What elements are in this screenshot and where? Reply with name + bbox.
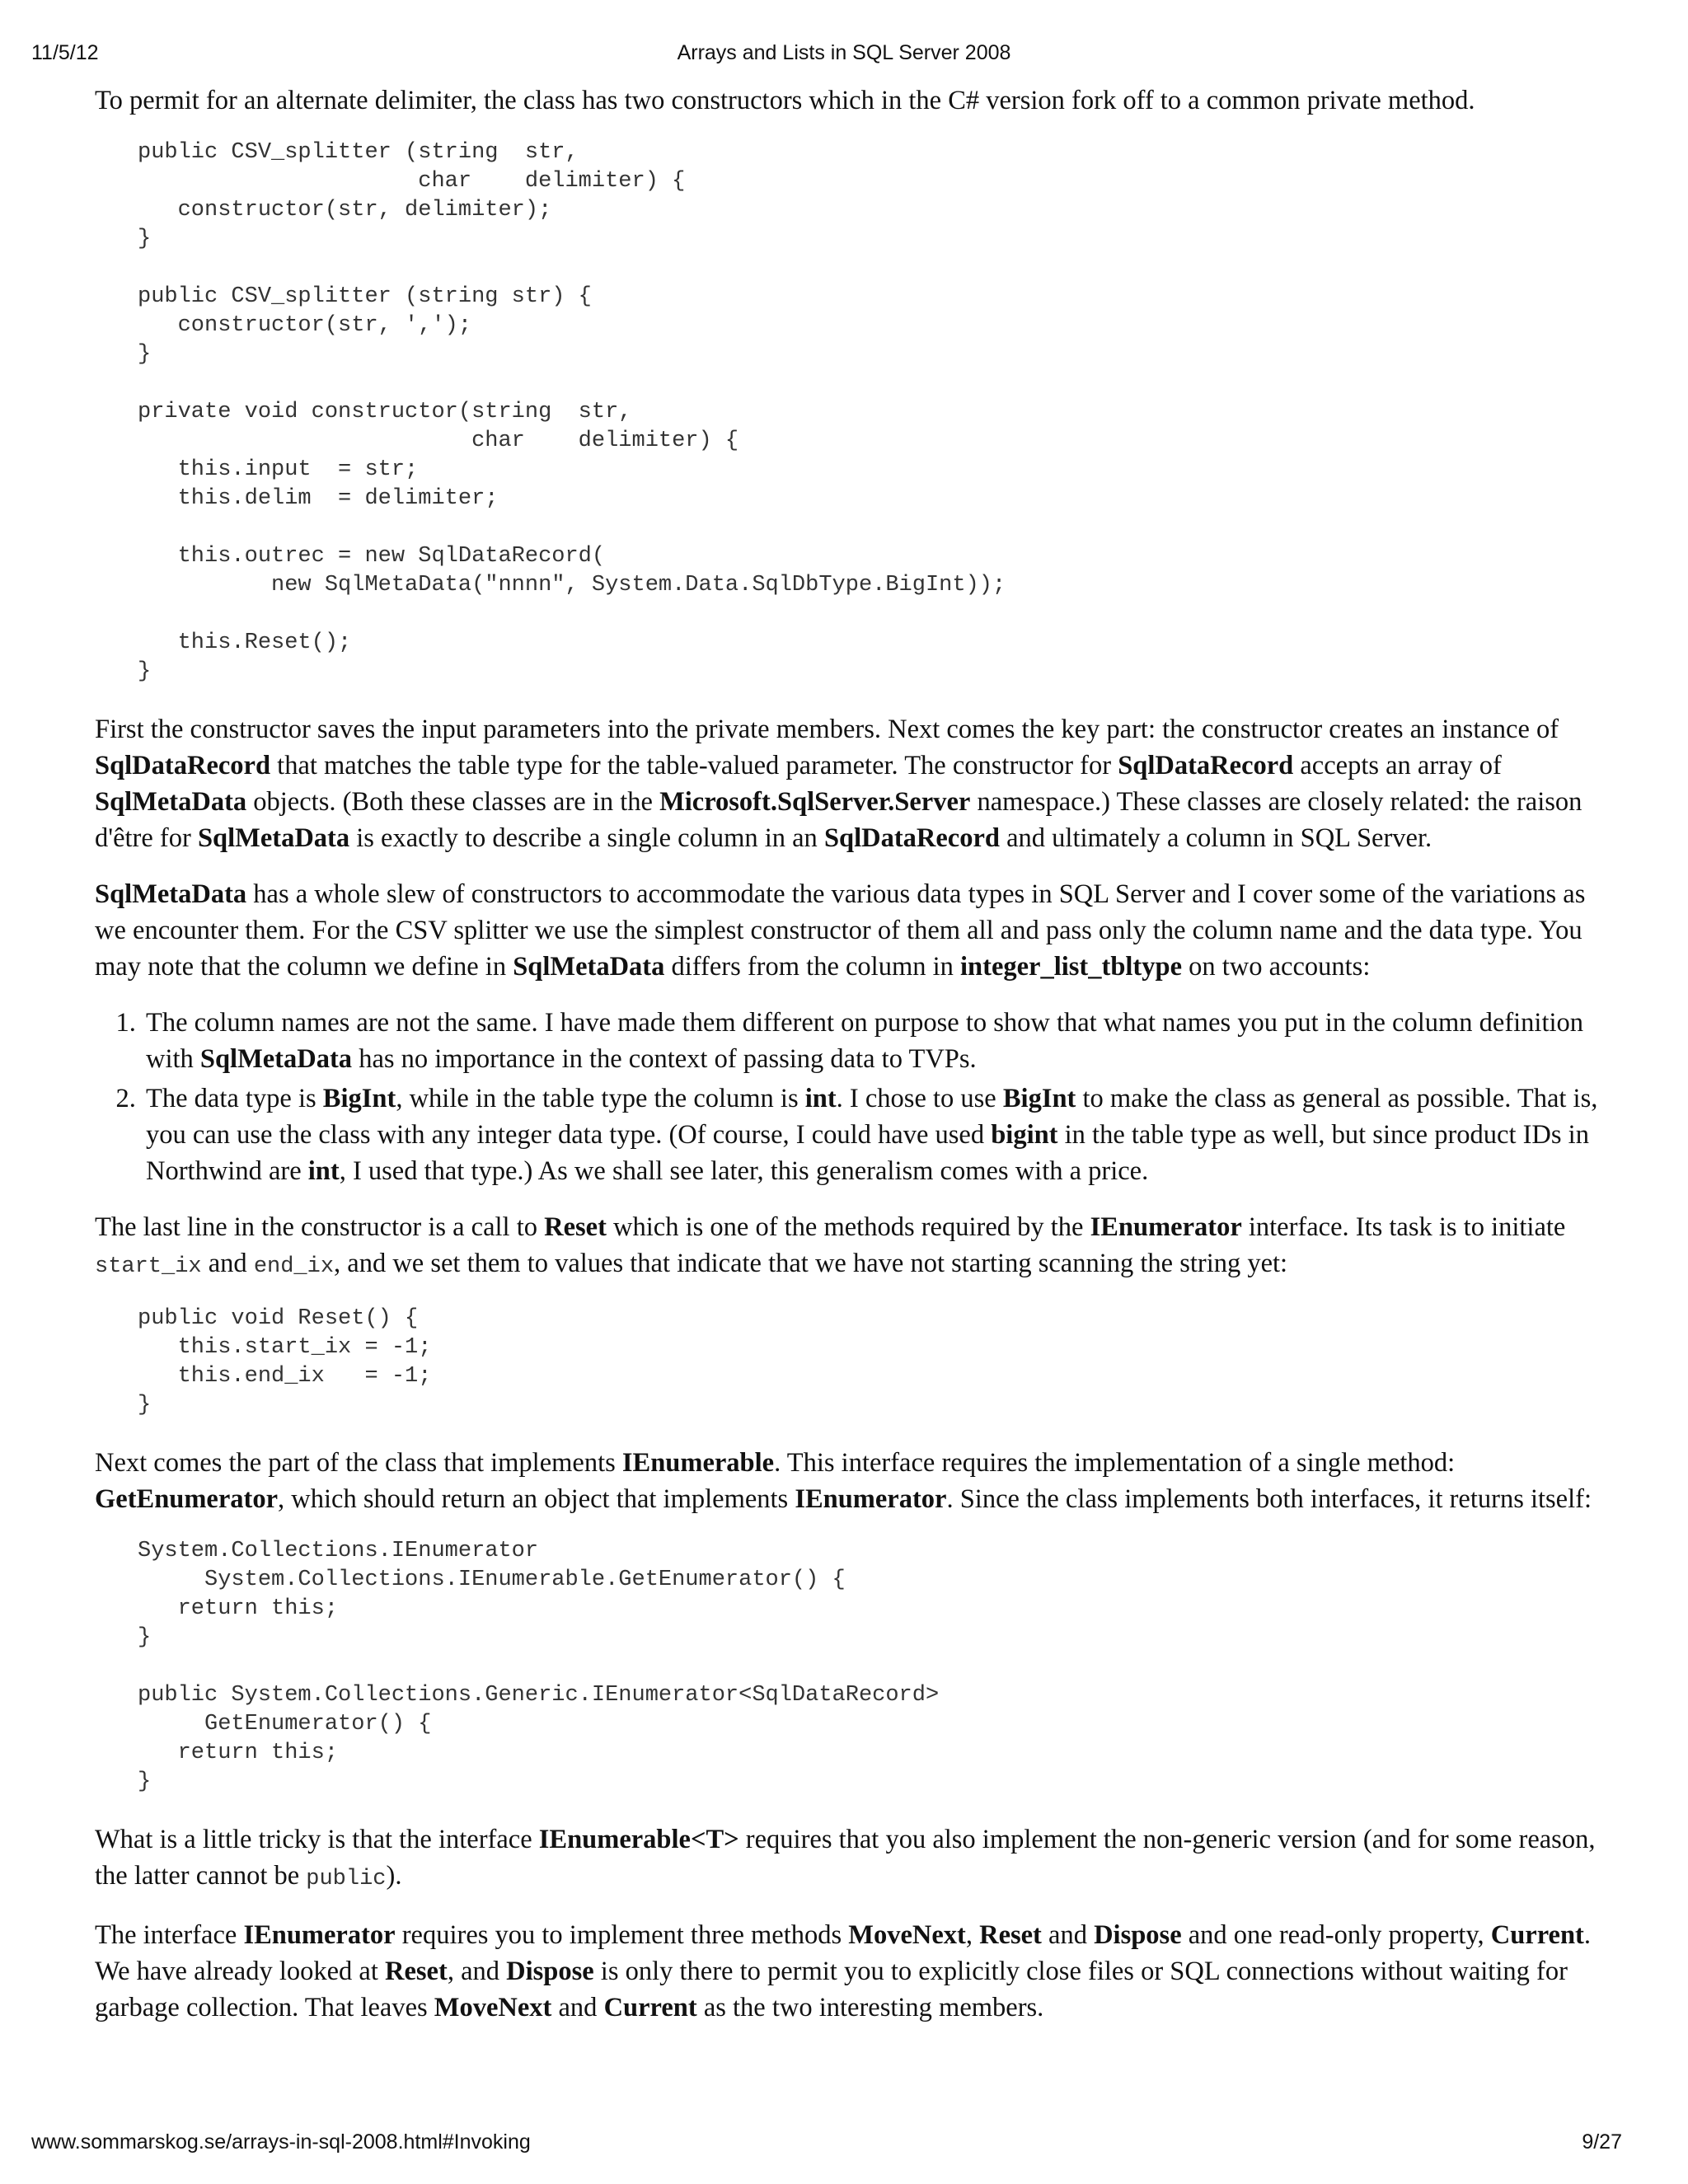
differences-list xyxy=(95,1005,1603,1189)
page-footer xyxy=(0,2130,1688,2158)
paragraph-reset: The last line in the constructor is a call to Reset which is one of the methods required by the IEnumerator interface. Its task is to initiate start_ix and end_ix, and we set them to values that indicate that we have not starting scanning the string yet: xyxy=(95,1212,1566,1279)
print-date: 11/5/12 xyxy=(31,41,99,64)
paragraph-generic-interface: What is a little tricky is that the interface IEnumerable<T> requires that you also implement the non-generic version (and for some reason, the latter cannot be public). xyxy=(95,1825,1596,1891)
paragraph-ienumerator-members: The interface IEnumerator requires you to implement three methods MoveNext, Reset and Dispose and one read-only property, Current. We have already looked at Reset, and Dispose is only there to permit you to explicitly close files or SQL connections without waiting for garbage collection. That leaves MoveNext and Current as the two interesting members. xyxy=(95,1920,1592,2022)
paragraph-sqlmetadata: SqlMetaData has a whole slew of constructors to accommodate the various data types in SQL Server and I cover some of the variations as we encounter them. For the CSV splitter we use the simplest constructor of them all and pass only the column name and the data type. You may note that the column we define in SqlMetaData differs from the column in integer_list_tbltype on two accounts: xyxy=(95,879,1586,982)
article-body xyxy=(95,82,1603,2046)
page-number: 9/27 xyxy=(1582,2130,1622,2154)
page-title: Arrays and Lists in SQL Server 2008 xyxy=(677,41,1011,64)
code-block-getenumerator: System.Collections.IEnumerator System.Collections.IEnumerable.GetEnumerator() { return this; } public System.Collections.Generic.IEnumerator<SqlDataRecord> GetEnumerator() { return this; } xyxy=(138,1539,940,1794)
page-header xyxy=(0,41,1688,69)
paragraph-constructor-explanation: First the constructor saves the input parameters into the private members. Next comes the key part: the constructor creates an instance of SqlDataRecord that matches the table type for the table-valued parameter. The constructor for SqlDataRecord accepts an array of SqlMetaData objects. (Both these classes are in the Microsoft.SqlServer.Server namespace.) These classes are closely related: the raison d'être for SqlMetaData is exactly to describe a single column in an SqlDataRecord and ultimately a column in SQL Server. xyxy=(95,715,1582,853)
intro-paragraph: To permit for an alternate delimiter, the class has two constructors which in the C# version fork off to a common private method. xyxy=(95,86,1475,115)
list-item: 1. The column names are not the same. I have made them different on purpose to show that what names you put in the column definition with SqlMetaData has no importance in the context of passing data to TVPs. xyxy=(143,1005,1603,1077)
page-url: www.sommarskog.se/arrays-in-sql-2008.html#Invoking xyxy=(31,2130,531,2154)
code-block-constructors: public CSV_splitter (string str, char delimiter) { constructor(str, delimiter); } public CSV_splitter (string str) { constructor(str, ','); } private void constructor(string str, char delimiter) { this.input = str; this.delim = delimiter; this.outrec = new SqlDataRecord( new SqlMetaData("nnnn", System.Data.SqlDbType.BigInt)); this.Reset(); } xyxy=(138,140,1006,684)
paragraph-ienumerable: Next comes the part of the class that implements IEnumerable. This interface requires the implementation of a single method: GetEnumerator, which should return an object that implements IEnumerator. Since the class implements both interfaces, it returns itself: xyxy=(95,1448,1592,1514)
list-item: 2. The data type is BigInt, while in the table type the column is int. I chose to use BigInt to make the class as general as possible. That is, you can use the class with any integer data type. (Of course, I could have used bigint in the table type as well, but since product IDs in Northwind are int, I used that type.) As we shall see later, this generalism comes with a price. xyxy=(143,1080,1603,1189)
code-block-reset: public void Reset() { this.start_ix = -1; this.end_ix = -1; } xyxy=(138,1306,432,1418)
